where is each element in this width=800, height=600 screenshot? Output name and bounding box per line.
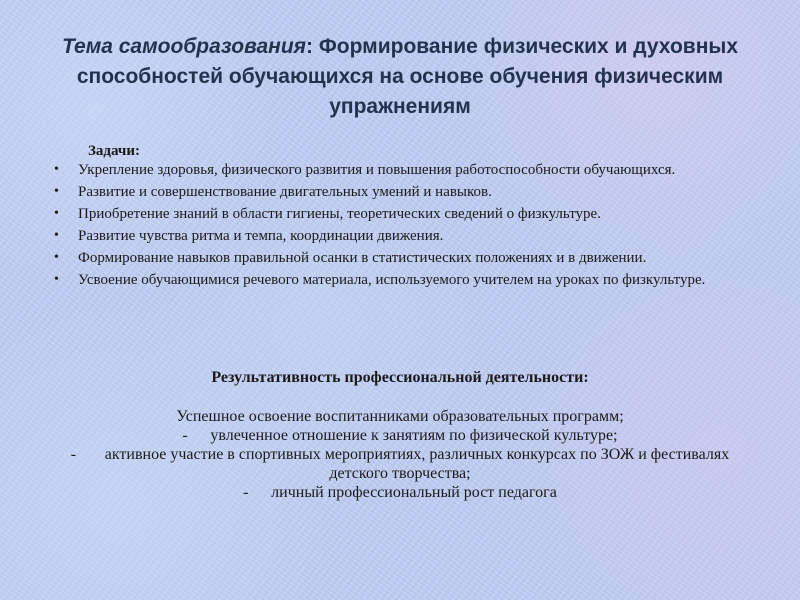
results-heading: Результативность профессиональной деятельности: <box>211 369 589 386</box>
bullet-icon: • <box>54 184 59 199</box>
bullet-icon: • <box>54 162 59 177</box>
task-item <box>54 227 752 245</box>
task-item <box>54 271 752 289</box>
tasks-list <box>54 161 752 293</box>
results-block <box>50 407 750 502</box>
result-point <box>50 445 750 483</box>
bullet-icon: • <box>54 250 59 265</box>
bullet-icon: • <box>54 272 59 287</box>
title-lead: Тема самообразования <box>62 35 307 58</box>
task-item <box>54 161 752 179</box>
task-text: Формирование навыков правильной осанки в статистических положениях и в движении. <box>78 250 647 266</box>
dash-marker: - <box>70 446 77 463</box>
result-point <box>50 483 750 502</box>
dash-marker: - <box>182 427 188 444</box>
task-text: Усвоение обучающимися речевого материала, используемого учителем на уроках по физкультуре. <box>78 272 706 288</box>
result-point-text: активное участие в спортивных мероприятиях, различных конкурсах по ЗОЖ и фестивалях детского творчества; <box>104 446 730 482</box>
task-text: Укрепление здоровья, физического развития и повышения работоспособности обучающихся. <box>78 162 676 178</box>
tasks-heading: Задачи: <box>88 143 141 159</box>
bullet-icon: • <box>54 228 59 243</box>
task-item <box>54 249 752 267</box>
task-text: Приобретение знаний в области гигиены, теоретических сведений о физкультуре. <box>78 206 601 222</box>
task-item <box>54 205 752 223</box>
title-rest: : Формирование физических и духовных способностей обучающихся на основе обучения физическим упражнениям <box>76 35 738 118</box>
bullet-icon: • <box>54 206 59 221</box>
result-point-text: увлеченное отношение к занятиям по физической культуре; <box>210 427 618 444</box>
result-point-text: личный профессиональный рост педагога <box>271 484 557 501</box>
result-point <box>50 426 750 445</box>
task-text: Развитие и совершенствование двигательных умений и навыков. <box>78 184 492 200</box>
task-text: Развитие чувства ритма и темпа, координации движения. <box>78 228 444 244</box>
slide-title <box>40 32 760 122</box>
results-intro: Успешное освоение воспитанниками образовательных программ; <box>176 408 624 425</box>
task-item <box>54 183 752 201</box>
dash-marker: - <box>243 484 249 501</box>
